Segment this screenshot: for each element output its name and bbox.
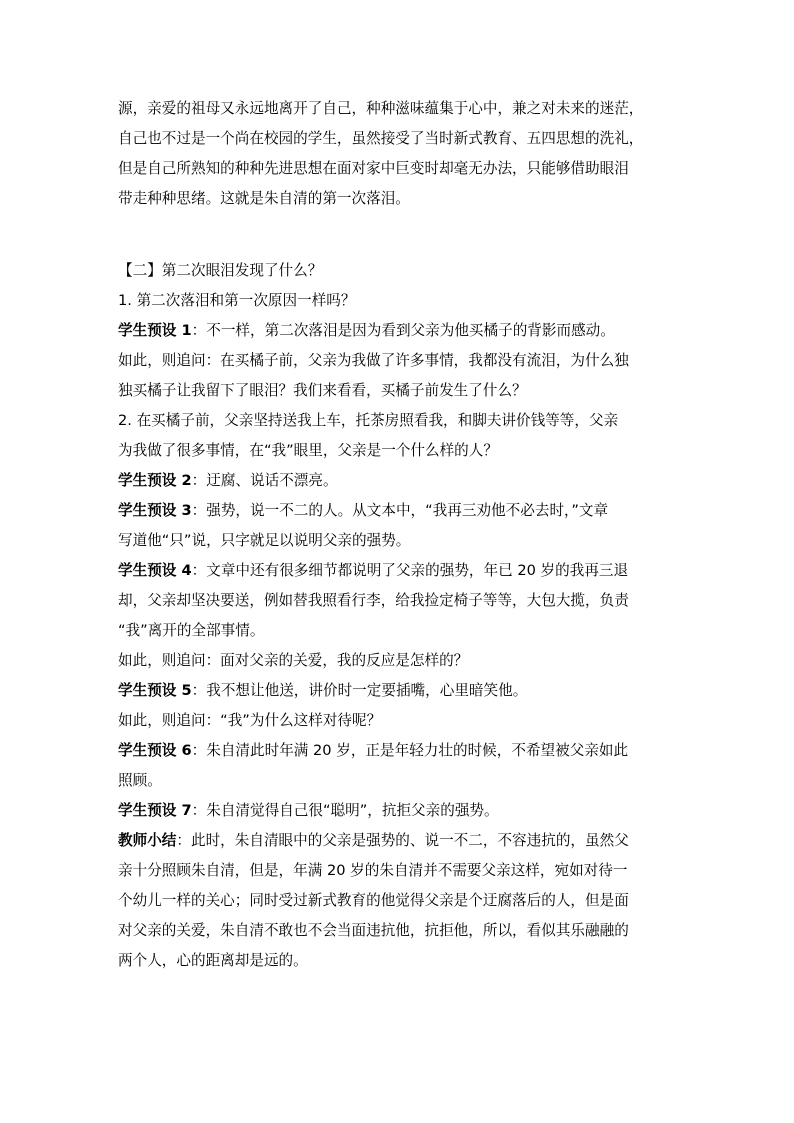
follow-up-question: 如此，则追问：在买橘子前，父亲为我做了许多事情，我都没有流泪，为什么独: [118, 352, 629, 369]
follow-up-question: 独买橘子让我留下了眼泪？我们来看看，买橘子前发生了什么？: [118, 382, 527, 399]
student-answer-3-cont: 写道他“只”说，只字就足以说明父亲的强势。: [118, 532, 411, 549]
section-gap: [118, 214, 678, 256]
answer-text: ：不一样，第二次落泪是因为看到父亲为他买橘子的背影而感动。: [191, 322, 615, 339]
document-page: [118, 94, 678, 976]
answer-label: 学生预设 5: [118, 682, 192, 699]
paragraph-line: 源，亲爱的祖母又永远地离开了自己，种种滋味蕴集于心中，兼之对未来的迷茫，: [118, 100, 644, 117]
teacher-summary-cont: 个幼儿一样的关心；同时受过新式教育的他觉得父亲是个迂腐落后的人，但是面: [118, 892, 629, 909]
summary-label: 教师小结: [118, 832, 177, 849]
student-answer-6: [118, 736, 678, 766]
follow-up-question: 如此，则追问：“我”为什么这样对待呢？: [118, 712, 382, 729]
student-answer-1: [118, 316, 678, 346]
answer-label: 学生预设 4: [118, 562, 192, 579]
teacher-summary-cont: 亲十分照顾朱自清，但是，年满 20 岁的朱自清并不需要父亲这样，宛如对待一: [118, 862, 628, 879]
answer-text: ：朱自清此时年满 20 岁，正是年轻力壮的时候，不希望被父亲如此: [191, 742, 629, 759]
answer-label: 学生预设 7: [118, 802, 192, 819]
question-2: 为我做了很多事情，在“我”眼里，父亲是一个什么样的人？: [118, 442, 498, 459]
question-1: 1. 第二次落泪和第一次原因一样吗？: [118, 292, 356, 309]
student-answer-4: [118, 556, 678, 586]
teacher-summary-cont: 两个人，心的距离却是远的。: [118, 952, 308, 969]
answer-text: ：强势，说一不二的人。从文本中，“我再三劝他不必去时，”文章: [191, 502, 609, 519]
answer-label: 学生预设 1: [118, 322, 192, 339]
paragraph-line: 带走种种思绪。这就是朱自清的第一次落泪。: [118, 190, 410, 207]
answer-text: ：迂腐、说话不漂亮。: [191, 472, 338, 489]
paragraph-line: 自己也不过是一个尚在校园的学生，虽然接受了当时新式教育、五四思想的洗礼，: [118, 130, 644, 147]
student-answer-4-cont: “我”离开的全部事情。: [118, 622, 265, 639]
intro-paragraph: [118, 94, 678, 214]
answer-text: ：我不想让他送，讲价时一定要插嘴，心里暗笑他。: [191, 682, 528, 699]
teacher-summary-cont: 对父亲的关爱，朱自清不敢也不会当面违抗他，抗拒他，所以，看似其乐融融的: [118, 922, 629, 939]
student-answer-7: [118, 796, 678, 826]
answer-label: 学生预设 3: [118, 502, 192, 519]
answer-label: 学生预设 2: [118, 472, 192, 489]
follow-up-question: 如此，则追问：面对父亲的关爱，我的反应是怎样的？: [118, 652, 469, 669]
section-heading: 【二】第二次眼泪发现了什么？: [118, 262, 323, 279]
student-answer-6-cont: 照顾。: [118, 772, 162, 789]
student-answer-5: [118, 676, 678, 706]
summary-text: ：此时，朱自清眼中的父亲是强势的、说一不二，不容违抗的，虽然父: [176, 832, 629, 849]
answer-text: ：文章中还有很多细节都说明了父亲的强势，年已 20 岁的我再三退: [191, 562, 629, 579]
student-answer-3: [118, 496, 678, 526]
student-answer-2: [118, 466, 678, 496]
question-2: 2. 在买橘子前，父亲坚持送我上车，托茶房照看我，和脚夫讲价钱等等，父亲: [118, 412, 619, 429]
student-answer-4-cont: 却，父亲却坚决要送，例如替我照看行李，给我捡定椅子等等，大包大揽，负责: [118, 592, 629, 609]
answer-label: 学生预设 6: [118, 742, 192, 759]
teacher-summary: [118, 826, 678, 856]
paragraph-line: 但是自己所熟知的种种先进思想在面对家中巨变时却毫无办法，只能够借助眼泪: [118, 160, 629, 177]
answer-text: ：朱自清觉得自己很“聪明”，抗拒父亲的强势。: [191, 802, 499, 819]
